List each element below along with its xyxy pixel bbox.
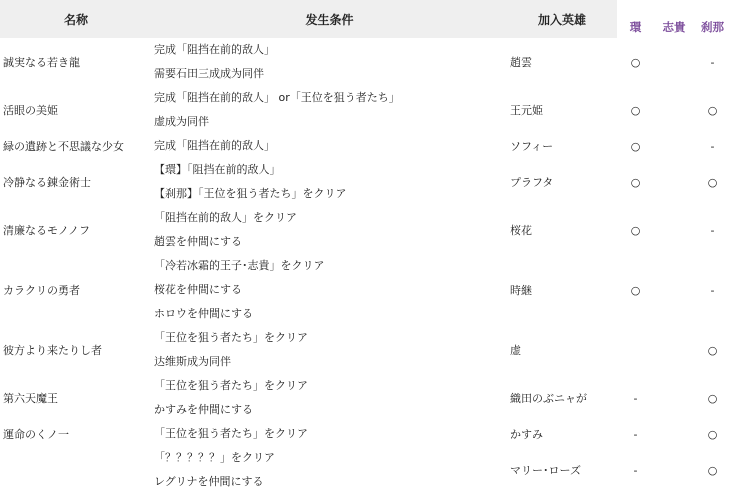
- mode-shiki-mark: [654, 374, 694, 422]
- event-title: 彼方より来たりし者: [3, 344, 102, 357]
- event-conditions: [152, 374, 507, 422]
- event-title: カラクリの勇者: [3, 284, 80, 297]
- condition-line: レグリナを仲間にする: [154, 475, 264, 488]
- mode-setsuna-mark: ○: [707, 427, 718, 441]
- table-row: [0, 374, 731, 422]
- table-row: [0, 206, 731, 254]
- mode-setsuna-mark: -: [710, 223, 715, 237]
- hero-name: 桜花: [510, 224, 532, 237]
- hero-name: 虚: [510, 344, 521, 357]
- col-header-hero: 加入英雄: [507, 0, 617, 38]
- mode-shiki-mark: [654, 254, 694, 326]
- condition-line: 完成「阻挡在前的敌人」: [154, 139, 275, 152]
- event-conditions: [152, 158, 507, 206]
- table-row: [0, 326, 731, 374]
- condition-line: 【刹那】「王位を狙う者たち」をクリア: [154, 187, 347, 200]
- event-conditions: [152, 38, 507, 86]
- event-title: 誠実なる若き龍: [3, 56, 80, 69]
- col-header-condition: 发生条件: [152, 0, 507, 38]
- condition-line: 虚成为同伴: [154, 115, 209, 128]
- table-row: [0, 254, 731, 326]
- condition-line: 「？？？？？」をクリア: [154, 451, 275, 464]
- mode-setsuna-mark: -: [710, 139, 715, 153]
- mode-tamaki-mark: [617, 326, 654, 374]
- hero-name: 織田のぶニャが: [510, 392, 587, 405]
- condition-line: ホロウを仲間にする: [154, 307, 253, 320]
- event-title: 第六天魔王: [3, 392, 58, 405]
- event-title: 冷静なる錬金術士: [3, 176, 91, 189]
- condition-line: 「王位を狙う者たち」をクリア: [154, 379, 308, 392]
- condition-line: 趙雲を仲間にする: [154, 235, 242, 248]
- event-title: 緑の遺跡と不思議な少女: [3, 140, 124, 153]
- mode-tamaki-mark: -: [633, 463, 638, 477]
- mode-shiki-mark: [654, 134, 694, 158]
- event-conditions: [152, 86, 507, 134]
- condition-line: 【環】「阻挡在前的敌人」: [154, 163, 281, 176]
- mode-shiki-mark: [654, 86, 694, 134]
- condition-line: 桜花を仲間にする: [154, 283, 242, 296]
- condition-line: 「冷若冰霜的王子･志貴」をクリア: [154, 259, 325, 272]
- mode-shiki-mark: [654, 326, 694, 374]
- event-conditions: [152, 134, 507, 158]
- table-row: [0, 134, 731, 158]
- hero-name: プラフタ: [510, 176, 554, 189]
- mode-setsuna-mark: ○: [707, 103, 718, 117]
- event-conditions: [152, 206, 507, 254]
- mode-setsuna-mark: ○: [707, 463, 718, 477]
- mode-tamaki-mark: ○: [630, 283, 641, 297]
- event-title: 活眼の美姫: [3, 104, 58, 117]
- hero-name: かすみ: [510, 428, 543, 441]
- hero-name: マリー･ローズ: [510, 464, 581, 477]
- mode-tamaki-mark: -: [633, 391, 638, 405]
- mode-shiki-mark: [654, 206, 694, 254]
- condition-line: 达维斯成为同伴: [154, 355, 231, 368]
- header-row: [0, 0, 731, 38]
- col-header-mode-tamaki: 環: [617, 0, 654, 38]
- table-row: [0, 86, 731, 134]
- table-row: [0, 446, 731, 494]
- condition-line: かすみを仲間にする: [154, 403, 253, 416]
- condition-line: 「王位を狙う者たち」をクリア: [154, 331, 308, 344]
- mode-shiki-mark: [654, 158, 694, 206]
- mode-shiki-mark: [654, 446, 694, 494]
- event-conditions: [152, 254, 507, 326]
- event-title: 運命のくノ一: [3, 428, 69, 441]
- condition-line: 完成「阻挡在前的敌人」: [154, 43, 275, 56]
- event-title: [0, 446, 152, 494]
- mode-shiki-mark: [654, 422, 694, 446]
- condition-line: 完成「阻挡在前的敌人」 or「王位を狙う者たち」: [154, 91, 400, 104]
- mode-setsuna-mark: ○: [707, 391, 718, 405]
- mode-tamaki-mark: ○: [630, 223, 641, 237]
- table-row: [0, 38, 731, 86]
- hero-name: 王元姫: [510, 104, 543, 117]
- event-title: 清廉なるモノノフ: [3, 224, 91, 237]
- condition-line: 「王位を狙う者たち」をクリア: [154, 427, 308, 440]
- mode-tamaki-mark: ○: [630, 55, 641, 69]
- col-header-mode-shiki: 志貴: [654, 0, 694, 38]
- col-header-mode-setsuna: 刹那: [694, 0, 731, 38]
- mode-setsuna-mark: ○: [707, 343, 718, 357]
- mode-setsuna-mark: -: [710, 283, 715, 297]
- table-row: [0, 158, 731, 206]
- table-row: [0, 422, 731, 446]
- condition-line: 「阻挡在前的敌人」をクリア: [154, 211, 297, 224]
- event-conditions: [152, 422, 507, 446]
- condition-line: 需要石田三成成为同伴: [154, 67, 264, 80]
- mode-tamaki-mark: ○: [630, 139, 641, 153]
- hero-name: ソフィー: [510, 140, 554, 153]
- mode-tamaki-mark: -: [633, 427, 638, 441]
- event-conditions: [152, 446, 507, 494]
- event-conditions: [152, 326, 507, 374]
- hero-name: 趙雲: [510, 56, 532, 69]
- hero-name: 時継: [510, 284, 532, 297]
- mode-setsuna-mark: -: [710, 55, 715, 69]
- mode-tamaki-mark: ○: [630, 103, 641, 117]
- mode-setsuna-mark: ○: [707, 175, 718, 189]
- col-header-name: 名称: [0, 0, 152, 38]
- mode-tamaki-mark: ○: [630, 175, 641, 189]
- mode-shiki-mark: [654, 38, 694, 86]
